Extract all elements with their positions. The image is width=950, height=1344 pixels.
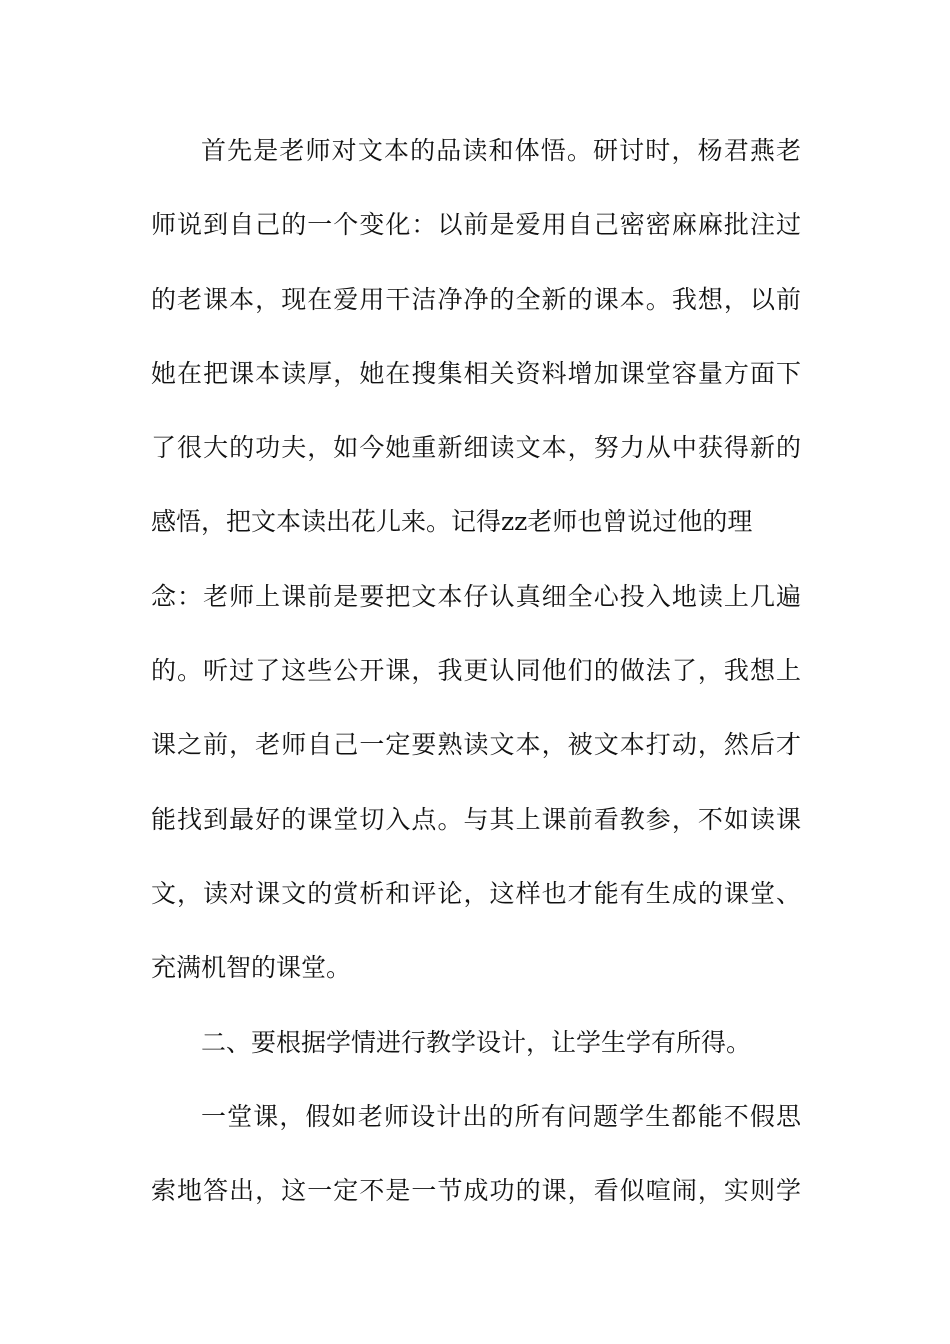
- paragraph-2-line-2: 索地答出，这一定不是一节成功的课，看似喧闹，实则学: [151, 1176, 801, 1206]
- paragraph-1-line-5: 了很大的功夫，如今她重新细读文本，努力从中获得新的: [151, 433, 801, 463]
- paragraph-2-line-1: 一堂课，假如老师设计出的所有问题学生都能不假思: [201, 1101, 801, 1131]
- paragraph-1-line-1: 首先是老师对文本的品读和体悟。研讨时，杨君燕老: [201, 136, 801, 165]
- paragraph-1-line-6: 感悟，把文本读出花儿来。记得zz老师也曾说过他的理: [151, 507, 753, 537]
- paragraph-1-line-10: 能找到最好的课堂切入点。与其上课前看教参，不如读课: [151, 804, 801, 834]
- paragraph-1-line-3: 的老课本，现在爱用干洁净净的全新的课本。我想，以前: [151, 284, 801, 314]
- paragraph-1-line-8: 的。听过了这些公开课，我更认同他们的做法了，我想上: [151, 656, 801, 686]
- paragraph-1-line-7: 念：老师上课前是要把文本仔认真细全心投入地读上几遍: [151, 581, 801, 611]
- document-body: [151, 128, 801, 1242]
- paragraph-1-line-4: 她在把课本读厚，她在搜集相关资料增加课堂容量方面下: [151, 358, 801, 388]
- section-heading: 二、要根据学情进行教学设计，让学生学有所得。: [201, 1027, 752, 1057]
- paragraph-1-line-2: 师说到自己的一个变化：以前是爱用自己密密麻麻批注过: [151, 210, 801, 240]
- paragraph-1-line-12: 充满机智的课堂。: [151, 953, 352, 983]
- paragraph-1-line-11: 文，读对课文的赏析和评论，这样也才能有生成的课堂、: [151, 878, 801, 908]
- paragraph-1-line-9: 课之前，老师自己一定要熟读文本，被文本打动，然后才: [151, 730, 801, 760]
